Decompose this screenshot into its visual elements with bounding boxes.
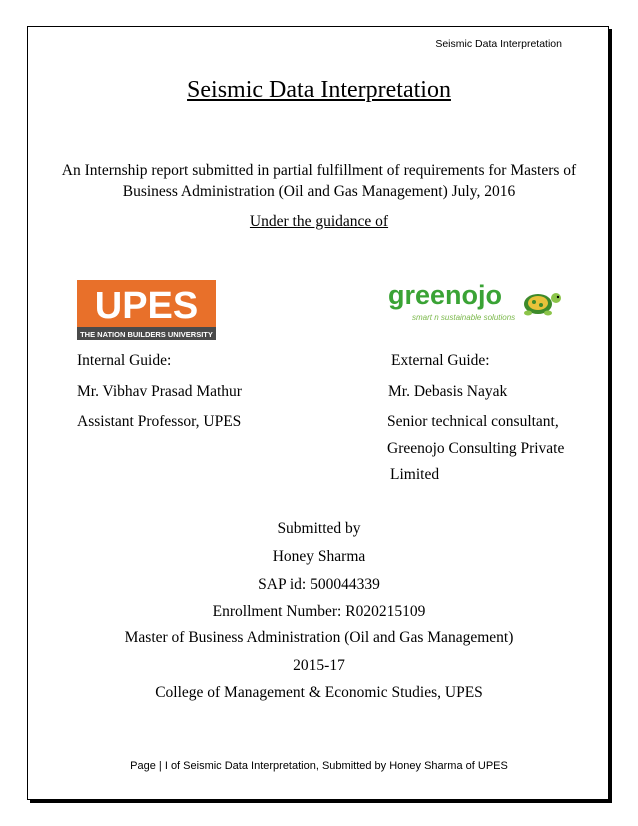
page-title: Seismic Data Interpretation (187, 77, 451, 103)
greenojo-logo-text: greenojo (388, 280, 503, 310)
external-guide-label: External Guide: (391, 352, 490, 369)
program-name: Master of Business Administration (Oil and Gas Management) (124, 629, 514, 646)
guidance-label: Under the guidance of (249, 213, 389, 230)
greenojo-logo-tagline: smart n sustainable solutions (412, 313, 516, 322)
program-years: 2015-17 (293, 657, 345, 674)
turtle-icon (524, 293, 561, 316)
external-guide-designation: Senior technical consultant, (387, 413, 559, 430)
enrollment-number: Enrollment Number: R020215109 (212, 603, 426, 620)
intro-text: An Internship report submitted in partial fulfillment of requirements for Masters of Business Administration (Oil and Gas Management) July, 2016 (61, 162, 577, 200)
upes-logo-tagline: THE NATION BUILDERS UNIVERSITY (80, 330, 213, 339)
greenojo-logo (386, 278, 566, 328)
upes-logo-text: UPES (94, 285, 199, 327)
student-name: Honey Sharma (272, 548, 366, 565)
college-name: College of Management & Economic Studies, UPES (155, 684, 483, 701)
external-guide-company-line2: Limited (390, 466, 440, 483)
greenojo-logo-graphic (386, 278, 566, 328)
internal-guide-name: Mr. Vibhav Prasad Mathur (77, 383, 242, 400)
upes-logo (77, 280, 216, 340)
page-footer: Page | I of Seismic Data Interpretation, Submitted by Honey Sharma of UPES (130, 760, 508, 772)
running-header: Seismic Data Interpretation (435, 38, 562, 50)
submitted-by-label: Submitted by (277, 520, 361, 537)
internal-guide-label: Internal Guide: (77, 352, 172, 369)
upes-logo-graphic (77, 280, 216, 340)
internal-guide-designation: Assistant Professor, UPES (77, 413, 242, 430)
external-guide-name: Mr. Debasis Nayak (388, 383, 508, 400)
sap-id: SAP id: 500044339 (258, 576, 380, 593)
external-guide-company-line1: Greenojo Consulting Private (387, 440, 565, 457)
